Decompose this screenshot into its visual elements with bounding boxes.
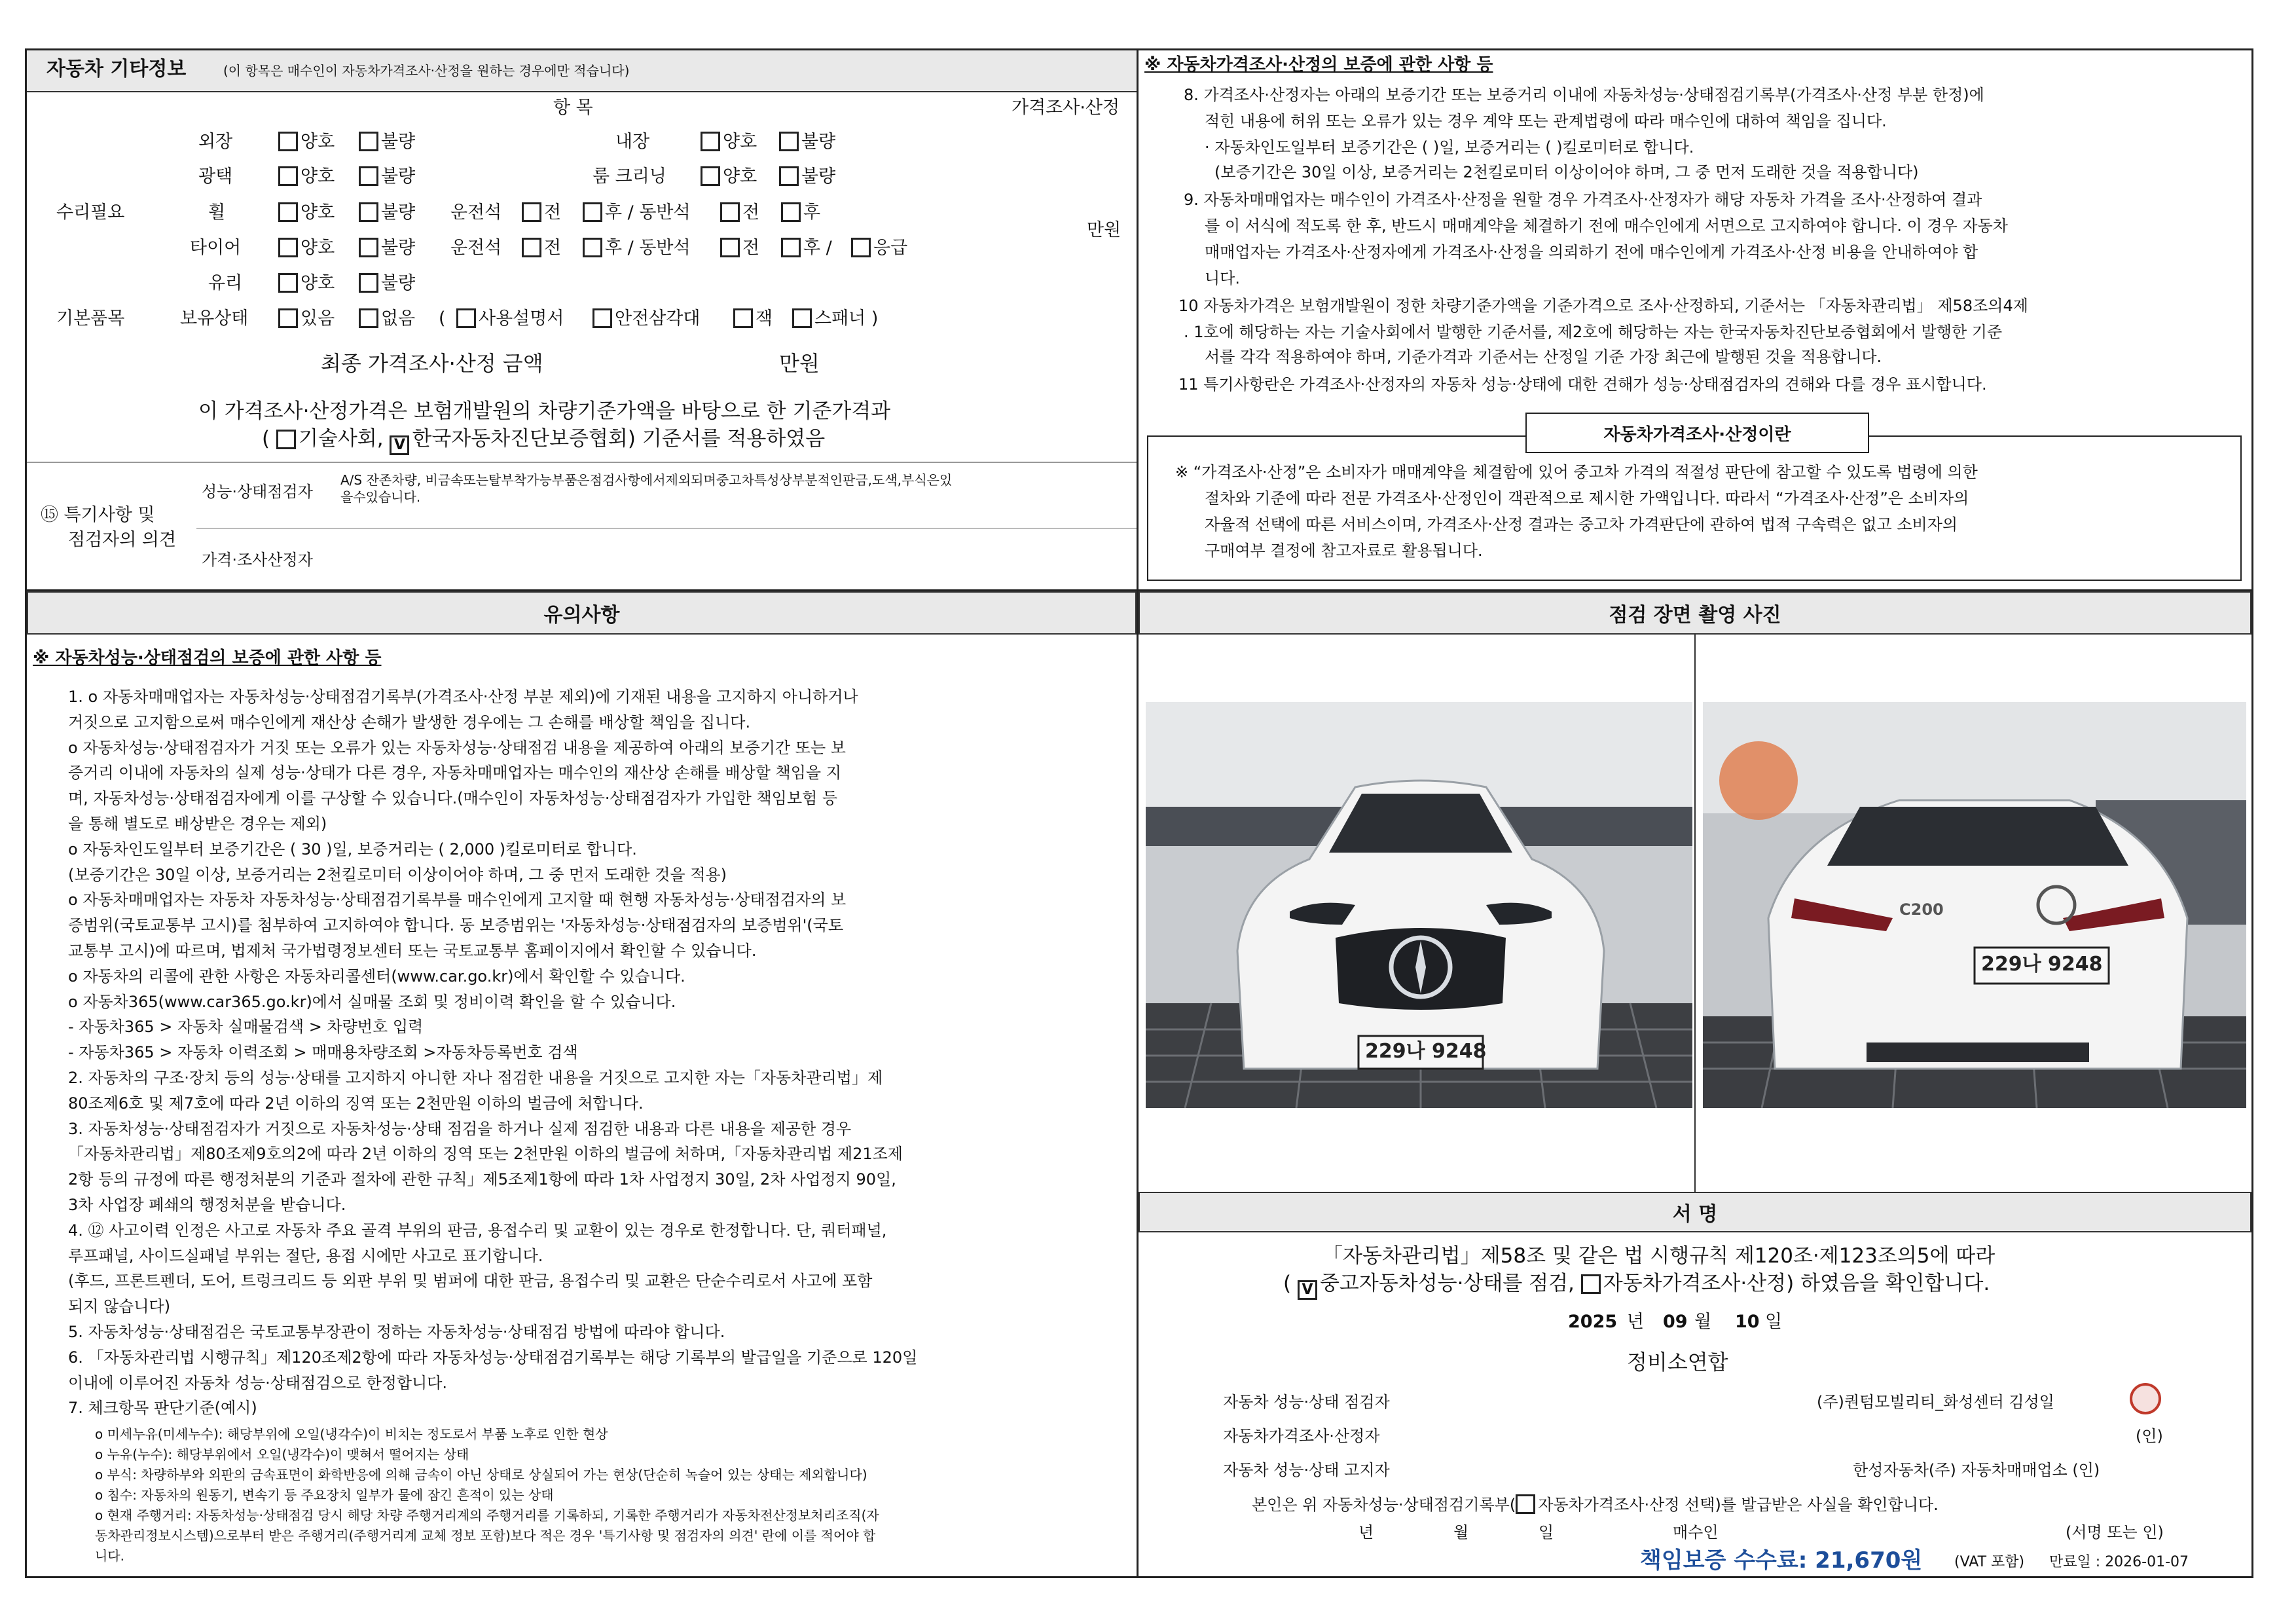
final-price-unit: 만원 (779, 351, 820, 376)
tire-pass-front-option[interactable]: 전 (720, 237, 759, 259)
center-divider (1137, 48, 1139, 1578)
note-line: 6. 「자동차관리법 시행규칙」제120조제2항에 따라 자동차성능·상태점검기록부는 해당 기록부의 발급일을 기준으로 120일 (68, 1348, 918, 1367)
price-warranty-line-10: . 1호에 해당하는 자는 기술사회에서 발행한 기준서를, 제2호에 해당하는 자는 한국자동차진단보증협회에서 발행한 기준 (1184, 323, 2003, 341)
sign-year-unit: 년 (1627, 1312, 1645, 1332)
col-item-label: 항 목 (553, 98, 593, 118)
manual-option[interactable]: 사용설명서 (456, 308, 564, 330)
gloss-label: 광택 (198, 166, 233, 187)
note-line: 80조제6호 및 제7호에 따라 2년 이하의 징역 또는 2천만원 이하의 벌금에 처합니다. (68, 1094, 644, 1113)
note-line: 1. o 자동차매매업자는 자동차성능·상태점검기록부(가격조사·산정 부분 제외)에 기재된 내용을 고지하지 아니하거나 (68, 688, 858, 706)
union-name: 정비소연합 (1627, 1350, 1728, 1375)
perf-note-1: A/S 잔존차량, 비금속또는탈부착가능부품은점검사항에서제외되며중고차특성상부분적인판금,도색,부식은있 (340, 472, 953, 488)
note-line: o 자동차의 리콜에 관한 사항은 자동차리콜센터(www.car.go.kr)에서 확인할 수 있습니다. (68, 967, 685, 986)
sign-year: 2025 (1568, 1312, 1618, 1332)
price-warranty-line-4: (보증기간은 30일 이상, 보증거리는 2천킬로미터 이상이어야 하며, 그 중 먼저 도래한 것을 적용합니다) (1214, 163, 1919, 181)
signature-header: 서 명 (1139, 1192, 2251, 1232)
exterior-bad-option[interactable]: 불량 (359, 131, 415, 153)
blank-month: 월 (1453, 1523, 1469, 1541)
price-warranty-line-5: 9. 자동차매매업자는 매수인이 가격조사·산정을 원할 경우 가격조사·산정자가 해당 자동차 가격을 조사·산정하여 결과 (1184, 191, 1982, 209)
price-unit-manwon: 만원 (1087, 220, 1121, 240)
basis-opt1-checkbox[interactable] (276, 430, 296, 449)
tire-good-option[interactable]: 양호 (278, 237, 335, 259)
sign-day-unit: 일 (1765, 1312, 1783, 1332)
price-warranty-line-3: · 자동차인도일부터 보증기간은 ( )일, 보증거리는 ( )킬로미터로 합니다. (1205, 138, 1694, 157)
exterior-label: 외장 (198, 132, 233, 152)
price-definition-title: 자동차가격조사·산정이란 (1525, 413, 1869, 453)
glass-good-option[interactable]: 양호 (278, 272, 335, 295)
rear-badge: C200 (1899, 900, 1944, 919)
note-line: 4. ⑫ 사고이력 인정은 사고로 자동차 주요 골격 부위의 판금, 용접수리 및 교환이 있는 경우로 한정합니다. 단, 쿼터패널, (68, 1221, 887, 1240)
inspector-label: 자동차 성능·상태 점검자 (1223, 1393, 1390, 1411)
gloss-good-option[interactable]: 양호 (278, 166, 335, 188)
wheel-driver-rear-option[interactable]: 후 / 동반석 (583, 202, 691, 224)
notes-heading: ※ 자동차성능·상태점검의 보증에 관한 사항 등 (33, 648, 382, 668)
jack-option[interactable]: 잭 (733, 308, 773, 330)
criteria-line: 니다. (95, 1548, 124, 1564)
rear-car-photo (1703, 702, 2246, 1108)
price-warranty-heading: ※ 자동차가격조사·산정의 보증에 관한 사항 등 (1144, 55, 1493, 75)
note-line: 7. 체크항목 판단기준(예시) (68, 1399, 257, 1418)
notifier-value: 한성자동차(주) 자동차매매업소 (인) (1853, 1461, 2100, 1479)
note-line: 증범위(국토교통부 고시)를 첨부하여 고지하여야 합니다. 동 보증범위는 '자동차성능·상태점검자의 보증범위'(국토 (68, 916, 844, 935)
price-warranty-line-12: 11 특기사항란은 가격조사·산정자의 자동차 성능·상태에 대한 견해가 성능·상태점검자의 견해와 다를 경우 표시합니다. (1178, 375, 1987, 394)
price-warranty-line-11: 서를 각각 적용하여야 하며, 기준가격과 기준서는 산정일 기준 가장 최근에 발행된 것을 적용합니다. (1205, 348, 1882, 366)
criteria-line: o 침수: 자동차의 원동기, 변속기 등 주요장치 일부가 물에 잠긴 흔적이 있는 상태 (95, 1487, 554, 1503)
ownership-none-option[interactable]: 없음 (359, 308, 415, 330)
sign-day: 10 (1735, 1312, 1760, 1332)
exterior-good-option[interactable]: 양호 (278, 131, 335, 153)
price-warranty-line-1: 8. 가격조사·산정자는 아래의 보증기간 또는 보증거리 이내에 자동차성능·상태점검기록부(가격조사·산정 부분 한정)에 (1184, 86, 1984, 104)
criteria-line: o 현재 주행거리: 자동차성능·상태점검 당시 해당 차량 주행거리계의 주행거리를 기록하되, 기록한 주행거리가 자동차전산정보처리조직(자 (95, 1507, 879, 1523)
sign-month-unit: 월 (1694, 1312, 1712, 1332)
ownership-label: 보유상태 (180, 308, 249, 329)
wheel-driver-front-option[interactable]: 전 (522, 202, 561, 224)
wheel-pass-front-option[interactable]: 전 (720, 202, 759, 224)
note-line: 5. 자동차성능·상태점검은 국토교통부장관이 정하는 자동차성능·상태점검 방법에 따라야 합니다. (68, 1322, 725, 1341)
red-seal-stamp (2130, 1383, 2161, 1414)
price-definition-line-4: 구매여부 결정에 참고자료로 활용됩니다. (1205, 542, 1483, 560)
criteria-line: o 누유(누수): 해당부위에서 오일(냉각수)이 맺혀서 떨어지는 상태 (95, 1447, 469, 1462)
room-clean-good-option[interactable]: 양호 (701, 166, 757, 188)
price-inspector-sign-label: 자동차가격조사·산정자 (1223, 1427, 1380, 1445)
special-divider (27, 462, 1137, 463)
price-definition-line-2: 절차와 기준에 따라 전문 가격조사·산정인이 객관적으로 제시한 가액입니다. 따라서 “가격조사·산정”은 소비자의 (1205, 489, 1969, 507)
note-line: 3. 자동차성능·상태점검자가 거짓으로 자동차성능·상태 점검을 하거나 실제 점검한 내용과 다른 내용을 제공한 경우 (68, 1119, 852, 1138)
repair-label: 수리필요 (56, 202, 125, 223)
special-inner-divider (196, 528, 1137, 529)
special-label-1: ⑮ 특기사항 및 (41, 505, 155, 525)
wheel-pass-rear-option[interactable]: 후 (781, 202, 820, 224)
note-line: o 자동차매매업자는 자동차 자동차성능·상태점검기록부를 매수인에게 고지할 때 현행 자동차성능·상태점검자의 보 (68, 891, 847, 910)
room-clean-label: 룸 크리닝 (592, 166, 666, 187)
interior-bad-option[interactable]: 불량 (779, 131, 835, 153)
final-price-label: 최종 가격조사·산정 금액 (321, 351, 543, 376)
blank-year: 년 (1358, 1523, 1374, 1541)
note-line: o 자동차인도일부터 보증기간은 ( 30 )일, 보증거리는 ( 2,000 )킬로미터로 합니다. (68, 840, 637, 858)
front-car-photo (1146, 702, 1692, 1108)
triangle-option[interactable]: 안전삼각대 (592, 308, 700, 330)
note-line: 2항 등의 규정에 따른 행정처분의 기준과 절차에 관한 규칙」제5조제1항에 따라 1차 사업정지 30일, 2차 사업정지 90일, (68, 1170, 896, 1189)
spanner-option[interactable]: 스패너 ) (792, 308, 878, 330)
wheel-bad-option[interactable]: 불량 (359, 202, 415, 224)
note-line: o 자동차365(www.car365.go.kr)에서 실매물 조회 및 정비이력 확인을 할 수 있습니다. (68, 992, 676, 1011)
note-line: 이내에 이루어진 자동차 성능·상태점검으로 한정합니다. (68, 1373, 448, 1392)
other-info-subtitle: (이 항목은 매수인이 자동차가격조사·산정을 원하는 경우에만 적습니다) (223, 63, 630, 79)
sign-month: 09 (1663, 1312, 1688, 1332)
gloss-bad-option[interactable]: 불량 (359, 166, 415, 188)
note-line: 며, 자동차성능·상태점검자에게 이를 구상할 수 있습니다.(매수인이 자동차성능·상태점검자가 가입한 책임보험 등 (68, 789, 837, 808)
basic-items-label: 기본품목 (56, 308, 125, 329)
rear-plate: 229나 9248 (1981, 953, 2103, 976)
criteria-line: o 부식: 차량하부와 외판의 금속표면이 화학반응에 의해 금속이 아닌 상태로 상실되어 가는 현상(단순히 녹슬어 있는 상태는 제외합니다) (95, 1467, 867, 1483)
note-line: (후드, 프론트펜더, 도어, 트렁크리드 등 외판 부위 및 범퍼에 대한 판금, 용접수리 및 교환은 단순수리로서 사고에 포함 (68, 1272, 873, 1291)
note-line: 루프패널, 사이드실패널 부위는 절단, 용접 시에만 사고로 표기합니다. (68, 1246, 543, 1265)
tire-label: 타이어 (190, 238, 242, 258)
basis-opt2-checkbox[interactable]: V (390, 435, 409, 455)
note-line: - 자동차365 > 자동차 실매물검색 > 차량번호 입력 (68, 1018, 424, 1037)
interior-label: 내장 (615, 132, 650, 152)
glass-bad-option[interactable]: 불량 (359, 272, 415, 295)
notes-header: 유의사항 (27, 591, 1137, 635)
note-line: 교통부 고시)에 따르며, 법제처 국가법령정보센터 또는 국토교통부 홈페이지에서 확인할 수 있습니다. (68, 941, 757, 960)
front-plate: 229나 9248 (1365, 1040, 1487, 1063)
note-line: 거짓으로 고지함으로써 매수인에게 재산상 손해가 발생한 경우에는 그 손해를 배상할 책임을 집니다. (68, 712, 751, 731)
criteria-line: 동차관리정보시스템)으로부터 받은 주행거리(주행거리계 교체 정보 포함)보다 적은 경우 '특기사항 및 점검자의 의견' 란에 이를 적어야 합 (95, 1528, 876, 1543)
note-line: 증거리 이내에 자동차의 실제 성능·상태가 다른 경우, 자동차매매업자는 매수인의 재산상 손해를 배상할 책임을 지 (68, 764, 841, 783)
law-line-2: ( V 중고자동차성능·상태를 점검, 자동차가격조사·산정) 하였음을 확인합니다. (1283, 1270, 1990, 1300)
price-inspector-sign-value: (인) (2136, 1427, 2163, 1445)
buyer-sign: (서명 또는 인) (2066, 1523, 2164, 1541)
blank-day: 일 (1539, 1523, 1554, 1541)
inspection-checkbox[interactable]: V (1298, 1280, 1317, 1300)
inspector-value: (주)퀀텀모빌리티_화성센터 김성일 (1817, 1393, 2054, 1411)
wheel-driver-label: 운전석 (450, 202, 502, 223)
price-warranty-line-9: 10 자동차가격은 보험개발원이 정한 차량기준가액을 기준가격으로 조사·산정하되, 기준서는 「자동차관리법」 제58조의4제 (1178, 297, 2028, 315)
other-info-header (27, 50, 1137, 92)
tire-driver-rear-option[interactable]: 후 / 동반석 (583, 237, 691, 259)
warranty-fee: 책임보증 수수료: 21,670원 (1640, 1547, 1923, 1574)
glass-label: 유리 (208, 273, 243, 293)
photos-divider (1694, 635, 1696, 1192)
price-warranty-line-7: 매매업자는 가격조사·산정자에게 가격조사·산정을 의뢰하기 전에 매수인에게 가격조사·산정 비용을 안내하여야 합 (1205, 243, 1978, 261)
notes-list (68, 684, 1132, 1421)
buyer-label: 매수인 (1673, 1523, 1719, 1541)
vat-note: (VAT 포함) (1954, 1554, 2025, 1570)
price-inspector-label: 가격·조사산정자 (202, 551, 313, 569)
note-line: 3차 사업장 폐쇄의 행정처분을 받습니다. (68, 1195, 346, 1214)
note-line: o 자동차성능·상태점검자가 거짓 또는 오류가 있는 자동차성능·상태점검 내용을 제공하여 아래의 보증기간 또는 보 (68, 738, 846, 757)
price-warranty-line-2: 적힌 내용에 허위 또는 오류가 있는 경우 계약 또는 관계법령에 따라 매수인에 대하여 책임을 집니다. (1205, 112, 1887, 130)
ownership-have-option[interactable]: 있음 (278, 308, 335, 330)
note-line: 되지 않습니다) (68, 1297, 171, 1316)
price-warranty-line-8: 니다. (1205, 269, 1240, 287)
col-price-label: 가격조사·산정 (1011, 98, 1120, 118)
wheel-label: 휠 (208, 202, 226, 223)
open-paren: ( (439, 308, 446, 329)
note-line: 을 통해 별도로 배상받은 경우는 제외) (68, 814, 327, 833)
notifier-label: 자동차 성능·상태 고지자 (1223, 1461, 1390, 1479)
photos-header: 점검 장면 촬영 사진 (1139, 591, 2251, 635)
criteria-line: o 미세누유(미세누수): 해당부위에 오일(냉각수)이 비치는 정도로서 부품 노후로 인한 현상 (95, 1426, 608, 1442)
basis-line-1: 이 가격조사·산정가격은 보험개발원의 차량기준가액을 바탕으로 한 기준가격과 (198, 399, 891, 423)
note-line: - 자동차365 > 자동차 이력조회 > 매매용차량조회 >자동차등록번호 검색 (68, 1043, 578, 1062)
law-line-1: 「자동차관리법」제58조 및 같은 법 시행규칙 제120조·제123조의5에 따라 (1322, 1244, 1995, 1268)
perf-note-2: 을수있습니다. (340, 489, 421, 505)
price-warranty-line-6: 를 이 서식에 적도록 한 후, 반드시 매매계약을 체결하기 전에 매수인에게 서면으로 고지하여야 합니다. 이 경우 자동차 (1205, 217, 2008, 235)
note-line: 「자동차관리법」제80조제9호의2에 따라 2년 이하의 징역 또는 2천만원 이하의 벌금에 처하며,「자동차관리법 제21조제 (68, 1145, 903, 1164)
confirm-checkbox[interactable] (1516, 1494, 1535, 1514)
confirm-line: 본인은 위 자동차성능·상태점검기록부( 자동차가격조사·산정 선택)를 발급받은 사실을 확인합니다. (1252, 1496, 1939, 1514)
tire-driver-front-option[interactable]: 전 (522, 237, 561, 259)
interior-good-option[interactable]: 양호 (701, 131, 757, 153)
other-info-title: 자동차 기타정보 (46, 58, 187, 81)
note-line: 2. 자동차의 구조·장치 등의 성능·상태를 고지하지 아니한 자나 점검한 내용을 거짓으로 고지한 자는「자동차관리법」제 (68, 1068, 883, 1087)
price-check-checkbox[interactable] (1581, 1274, 1601, 1294)
criteria-list (95, 1424, 1129, 1566)
expiry-date: 만료일 : 2026-01-07 (2049, 1554, 2189, 1570)
note-line: (보증기간은 30일 이상, 보증거리는 2천킬로미터 이상이어야 하며, 그 중 먼저 도래한 것을 적용) (68, 865, 727, 884)
wheel-good-option[interactable]: 양호 (278, 202, 335, 224)
basis-line-2: ( 기술사회, V 한국자동차진단보증협회) 기준서를 적용하였음 (262, 426, 825, 455)
perf-inspector-label: 성능·상태점검자 (202, 483, 313, 501)
tire-bad-option[interactable]: 불량 (359, 237, 415, 259)
price-definition-line-1: ※ “가격조사·산정”은 소비자가 매매계약을 체결함에 있어 중고차 가격의 적절성 판단에 참고할 수 있도록 법령에 의한 (1175, 463, 1978, 481)
price-definition-line-3: 자율적 선택에 따른 서비스이며, 가격조사·산정 결과는 중고차 가격판단에 관하여 법적 구속력은 없고 소비자의 (1205, 515, 1958, 534)
room-clean-bad-option[interactable]: 불량 (779, 166, 835, 188)
tire-pass-rear-option[interactable]: 후 / (781, 237, 832, 259)
tire-driver-label: 운전석 (450, 238, 502, 258)
tire-emergency-option[interactable]: 응급 (851, 237, 907, 259)
special-label-2: 점검자의 의견 (68, 530, 177, 550)
